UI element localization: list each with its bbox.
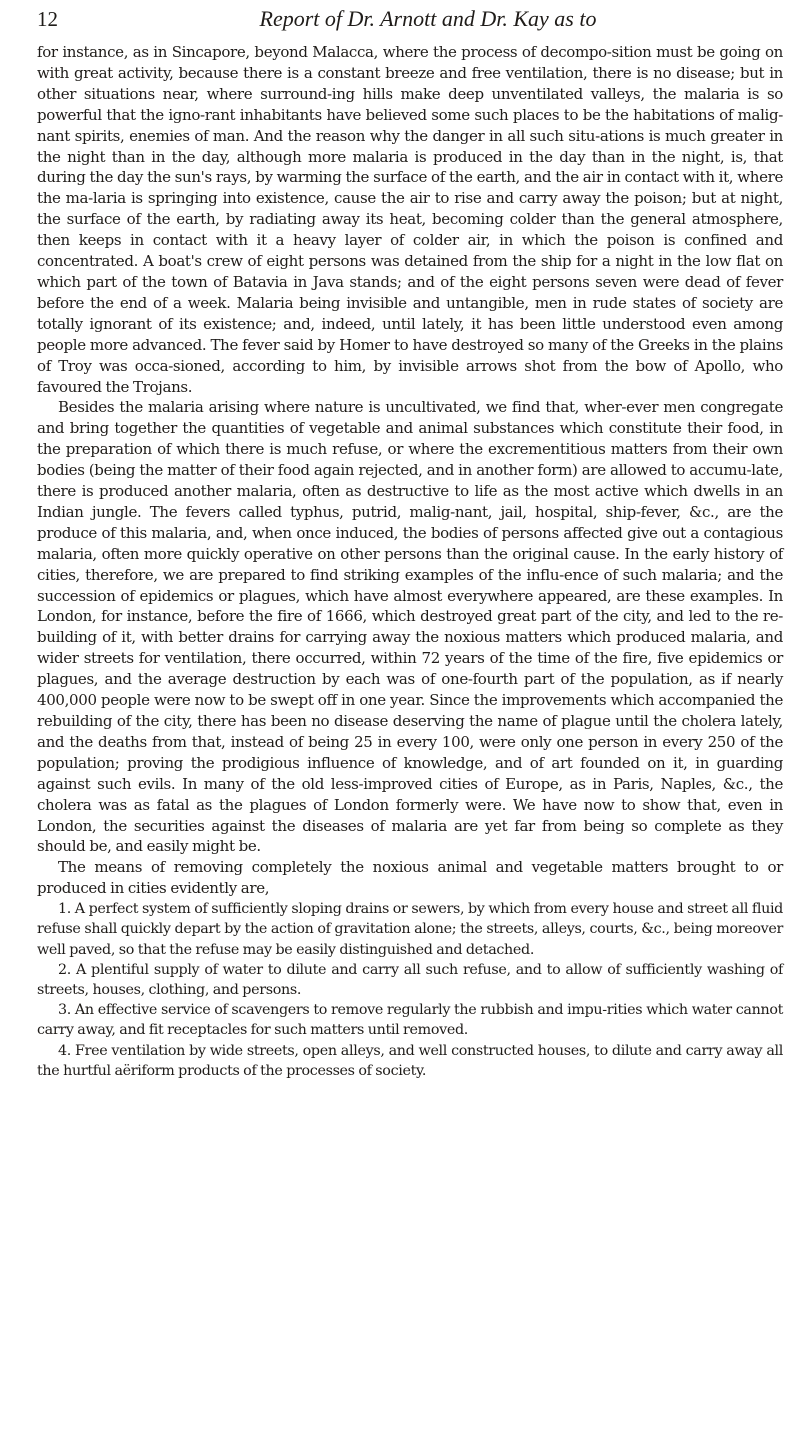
paragraph: Besides the malaria arising where nature is uncultivated, we find that, wher-ever men congregate and bring together the quantities of vegetable and animal substances which constitute their food, in the preparation of which there is much refuse, or where the excrementitious matters from their own bodies (being the matter of their food again rejected, and in another form) are allowed to accumu-late, there is produced another malaria, often as destructive to life as the most active which dwells in an Indian jungle. The fevers called typhus, putrid, malig-nant, jail, hospital, ship-fever, &c., are the produce of this malaria, and, when once induced, the bodies of persons affected give out a contagious malaria, often more quickly operative on other persons than the original cause. In the early history of cities, therefore, we are prepared to find striking examples of the influ-ence of such malaria; and the succession of epidemics or plagues, which have almost everywhere appeared, are these examples. In London, for instance, before the fire of 1666, which destroyed great part of the city, and led to the re-building of it, with better drains for carrying away the noxious matters which produced malaria, and wider streets for ventilation, there occurred, within 72 years of the time of the fire, five epidemics or plagues, and the average destruction by each was of one-fourth part of the population, as if nearly 400,000 people were now to be swept off in one year. Since the improvements which accompanied the rebuilding of the city, there has been no disease deserving the name of plague until the cholera lately, and the deaths from that, instead of being 25 in every 100, were only one person in every 250 of the population; proving the prodigious influence of knowledge, and of art founded on it, in guarding against such evils. In many of the old less-improved cities of Europe, as in Paris, Naples, &c., the cholera was as fatal as the plagues of London formerly were. We have now to show that, even in London, the securities against the diseases of malaria are yet far from being so complete as they should be, and easily might be.	[37, 398, 783, 856]
paragraph: for instance, as in Sincapore, beyond Malacca, where the process of decompo-sition must be going on with great activity, because there is a constant breeze and free ventilation, there is no disease; but in other situations near, where surround-ing hills make deep unventilated valleys, the malaria is so powerful that the igno-rant inhabitants have believed some such places to be the habitations of malig-nant spirits, enemies of man. And the reason why the danger in all such situ-ations is much greater in the night than in the day, although more malaria is produced in the day than in the night, is, that during the day the sun's rays, by warming the surface of the earth, and the air in contact with it, where the ma-laria is springing into existence, cause the air to rise and carry away the poison; but at night, the surface of the earth, by radiating away its heat, becoming colder than the general atmosphere, then keeps in contact with it a heavy layer of colder air, in which the poison is confined and concentrated. A boat's crew of eight persons was detained from the ship for a night in the low flat on which part of the town of Batavia in Java stands; and of the eight persons seven were dead of fever before the end of a week. Malaria being invisible and untangible, men in rude states of society are totally ignorant of its existence; and, indeed, until lately, it has been little understood even among people more advanced. The fever said by Homer to have destroyed so many of the Greeks in the plains of Troy was occa-sioned, according to him, by invisible arrows shot from the bow of Apollo, who favoured the Trojans.	[37, 43, 783, 396]
running-head	[37, 0, 783, 42]
list-item: 2. A plentiful supply of water to dilute and carry all such refuse, and to allow of sufficiently washing of streets, houses, clothing, and persons.	[37, 961, 783, 998]
body-text	[37, 42, 783, 1081]
page-number: 12	[37, 7, 58, 31]
running-head-title: Report of Dr. Arnott and Dr. Kay as to	[259, 6, 597, 31]
list-item: 1. A perfect system of sufficiently sloping drains or sewers, by which from every house and street all fluid refuse shall quickly depart by the action of gravitation alone; the streets, alleys, courts, &c., being moreover well paved, so that the refuse may be easily distinguished and detached.	[37, 901, 783, 958]
list-item: 4. Free ventilation by wide streets, open alleys, and well constructed houses, to dilute and carry away all the hurtful aëriform products of the processes of society.	[37, 1042, 783, 1079]
paragraph: The means of removing completely the noxious animal and vegetable matters brought to or produced in cities evidently are,	[37, 858, 783, 898]
list-item: 3. An effective service of scavengers to remove regularly the rubbish and impu-rities which water cannot carry away, and fit receptacles for such matters until removed.	[37, 1002, 783, 1039]
